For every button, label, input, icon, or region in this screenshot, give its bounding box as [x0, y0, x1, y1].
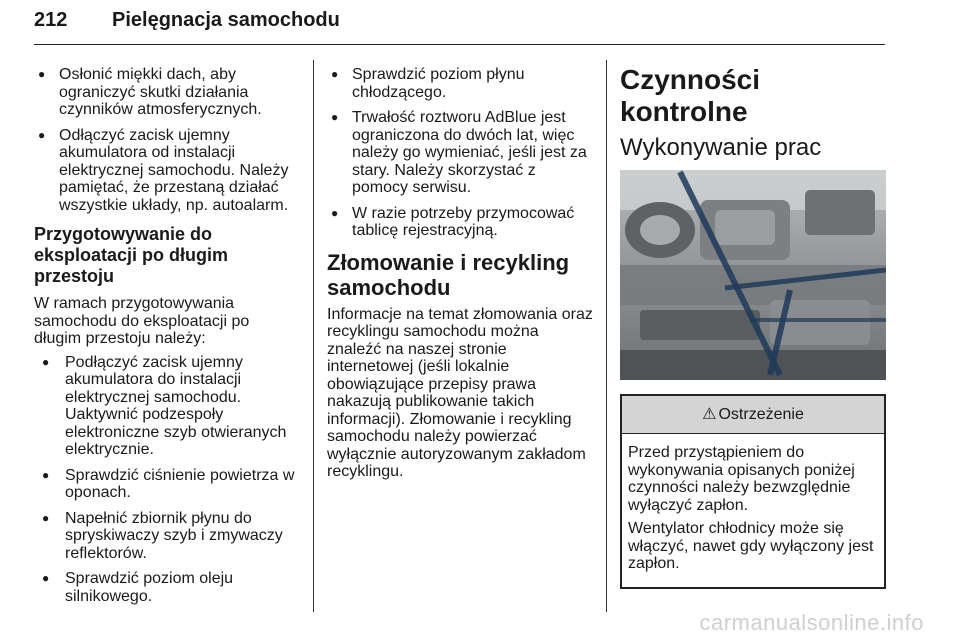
- page-number: 212: [34, 9, 68, 31]
- section-title: Pielęgnacja samochodu: [112, 9, 340, 31]
- list-item: ● Napełnić zbiornik płynu do spryskiwaczy szyb i zmywaczy reflektorów.: [38, 510, 300, 563]
- column-divider: [313, 60, 314, 612]
- warning-text: Przed przystąpieniem do wykonywania opisanych poniżej czynności należy bezwzględnie wyłączyć zapłon.: [628, 444, 855, 514]
- list-item: ● Podłączyć zacisk ujemny akumulatora do instalacji elektrycznej samochodu. Uaktywnić podzespoły elektroniczne szyb otwieranych elektrycznie.: [38, 354, 300, 459]
- list-item: ● W razie potrzeby przymocować tablicę rejestracyjną.: [327, 205, 593, 240]
- list-item: ● Osłonić miękki dach, aby ograniczyć skutki działania czynników atmosferycznych.: [34, 66, 300, 119]
- column-left: [34, 66, 300, 613]
- column-divider: [606, 60, 607, 612]
- body-paragraph: Informacje na temat złomowania oraz recyklingu samochodu można znaleźć na naszej stronie internetowej (jeśli lokalnie obowiązujące przepisy prawa nakazują publikowanie takich informacji). Złomowanie i recykling samochodu należy powierzać wyłącznie autoryzowanym zakładom recyklingu.: [327, 305, 593, 480]
- column-right: [620, 64, 886, 589]
- watermark: carmanualsonline.info: [699, 610, 924, 635]
- warning-header: [622, 396, 884, 434]
- list-item: ● Sprawdzić poziom płynu chłodzącego.: [327, 66, 593, 101]
- warning-triangle-icon: ⚠: [702, 405, 717, 423]
- section-heading: Przygotowywanie do eksploatacji po długim przestoju: [34, 224, 229, 286]
- warning-text: Wentylator chłodnicy może się włączyć, nawet gdy wyłączony jest zapłon.: [628, 520, 874, 572]
- bullet-list: [327, 66, 593, 240]
- column-middle: [327, 66, 593, 487]
- warning-box: [620, 394, 886, 589]
- list-item: ● Sprawdzić poziom oleju silnikowego.: [38, 570, 300, 605]
- section-heading: Złomowanie i recykling samochodu: [327, 249, 570, 300]
- page-header: [34, 6, 885, 45]
- bullet-list: [34, 354, 300, 606]
- list-item: ● Trwałość roztworu AdBlue jest ograniczona do dwóch lat, więc należy go wymieniać, jeśli jest za stary. Należy skorzystać z pomocy serwisu.: [327, 109, 593, 197]
- intro-paragraph: W ramach przygotowywania samochodu do eksploatacji po długim przestoju należy:: [34, 295, 250, 347]
- list-item: ● Odłączyć zacisk ujemny akumulatora od instalacji elektrycznej samochodu. Należy pamiętać, że przestaną działać wszystkie układy, np. autoalarm.: [34, 127, 300, 215]
- engine-bay-image: [620, 170, 886, 380]
- subsection-title: Wykonywanie prac: [620, 134, 822, 161]
- warning-label: Ostrzeżenie: [718, 405, 804, 423]
- chapter-title: Czynności kontrolne: [620, 64, 761, 127]
- list-item: ● Sprawdzić ciśnienie powietrza w oponach.: [38, 467, 300, 502]
- bullet-list: [34, 66, 300, 214]
- warning-body: [622, 434, 884, 587]
